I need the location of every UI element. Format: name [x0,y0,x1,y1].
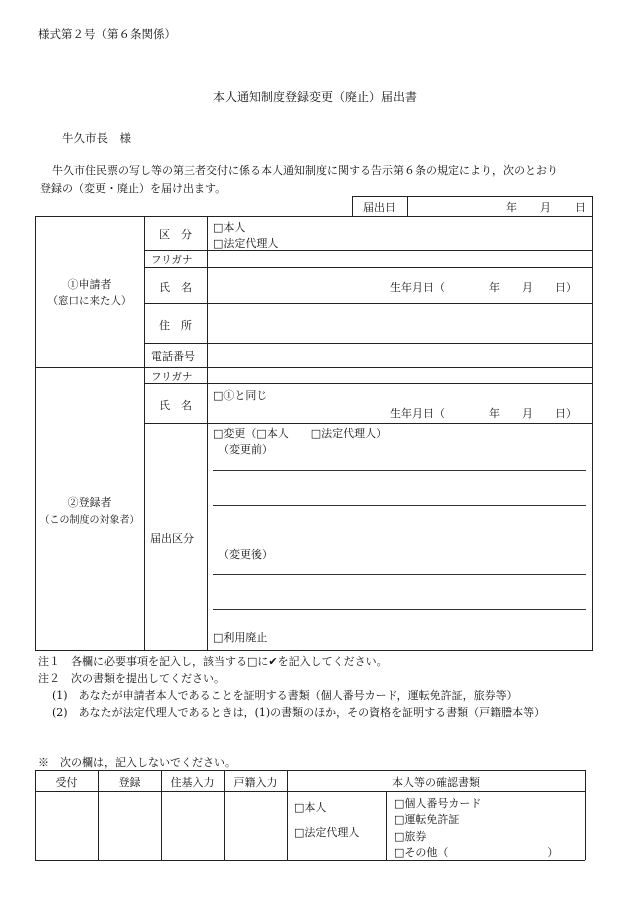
applicant-agent-checkbox[interactable]: □法定代理人 [213,237,279,250]
submission-date-day[interactable]: 日 [575,201,586,214]
registrant-birthdate[interactable]: 生年月日（ 年 月 日） [390,407,577,420]
form-number: 様式第２号（第６条関係） [38,27,176,41]
submission-date-month[interactable]: 月 [540,201,551,214]
applicant-birthdate[interactable]: 生年月日（ 年 月 日） [390,281,577,294]
office-header-registration: 登録 [118,776,141,789]
doc-other-checkbox[interactable]: □その他（ ） [394,846,559,859]
doc-mynumber-checkbox[interactable]: □個人番号カード [394,797,482,810]
registrant-section-label: ②登録者 [67,496,112,509]
office-agent-checkbox[interactable]: □法定代理人 [294,826,360,839]
registrant-furigana-label: フリガナ [151,371,193,383]
document-title: 本人通知制度登録変更（廃止）届出書 [212,90,417,104]
office-header-id-documents: 本人等の確認書類 [392,776,480,789]
office-use-note: ※ 次の欄は，記入しないでください。 [38,756,236,769]
office-self-checkbox[interactable]: □本人 [294,801,327,814]
intro-line-1: 牛久市住民票の写し等の第三者交付に係る本人通知制度に関する告示第６条の規定により，次のとおり [52,164,558,177]
applicant-self-checkbox[interactable]: □本人 [213,221,246,234]
note-2: 注２ 次の書類を提出してください。 [38,672,225,685]
submission-date-label: 届出日 [363,201,396,214]
applicant-address-label: 住 所 [159,319,192,332]
submission-type-label: 届出区分 [150,532,194,545]
change-checkbox[interactable]: □変更（□本人 □法定代理人） [213,427,388,440]
doc-license-checkbox[interactable]: □運転免許証 [394,813,460,826]
applicant-name-label: 氏 名 [159,281,192,294]
note-2-item-1: (1) あなたが申請者本人であることを証明する書類（個人番号カード，運転免許証，旅券等） [52,689,518,702]
doc-passport-checkbox[interactable]: □旅券 [394,830,427,843]
applicant-section-sublabel: （窓口に来た人） [47,295,132,307]
office-header-resident-input: 住基入力 [170,776,215,789]
applicant-furigana-label: フリガナ [151,254,193,266]
applicant-phone-label: 電話番号 [151,350,195,363]
registrant-same-checkbox[interactable]: □①と同じ [213,389,268,402]
office-header-family-input: 戸籍入力 [233,776,278,789]
after-change-label: （変更後） [218,548,273,561]
registrant-section-sublabel: （この制度の対象者） [39,515,140,526]
registrant-name-label: 氏 名 [159,399,192,412]
applicant-section-label: ①申請者 [67,278,112,291]
note-2-item-2: (2) あなたが法定代理人であるときは，(1)の書類のほか，その資格を証明する書類（戸籍謄本等） [52,706,546,719]
applicant-kubun-label: 区 分 [159,228,192,241]
before-change-label: （変更前） [218,443,273,456]
note-1: 注１ 各欄に必要事項を記入し，該当する□に✔を記入してください。 [38,655,388,668]
intro-line-2: 登録の（変更・廃止）を届け出ます。 [40,182,227,195]
office-header-receipt: 受付 [55,776,78,789]
abolish-checkbox[interactable]: □利用廃止 [213,631,268,644]
addressee: 牛久市長 様 [62,131,131,145]
submission-date-year[interactable]: 年 [506,201,517,214]
